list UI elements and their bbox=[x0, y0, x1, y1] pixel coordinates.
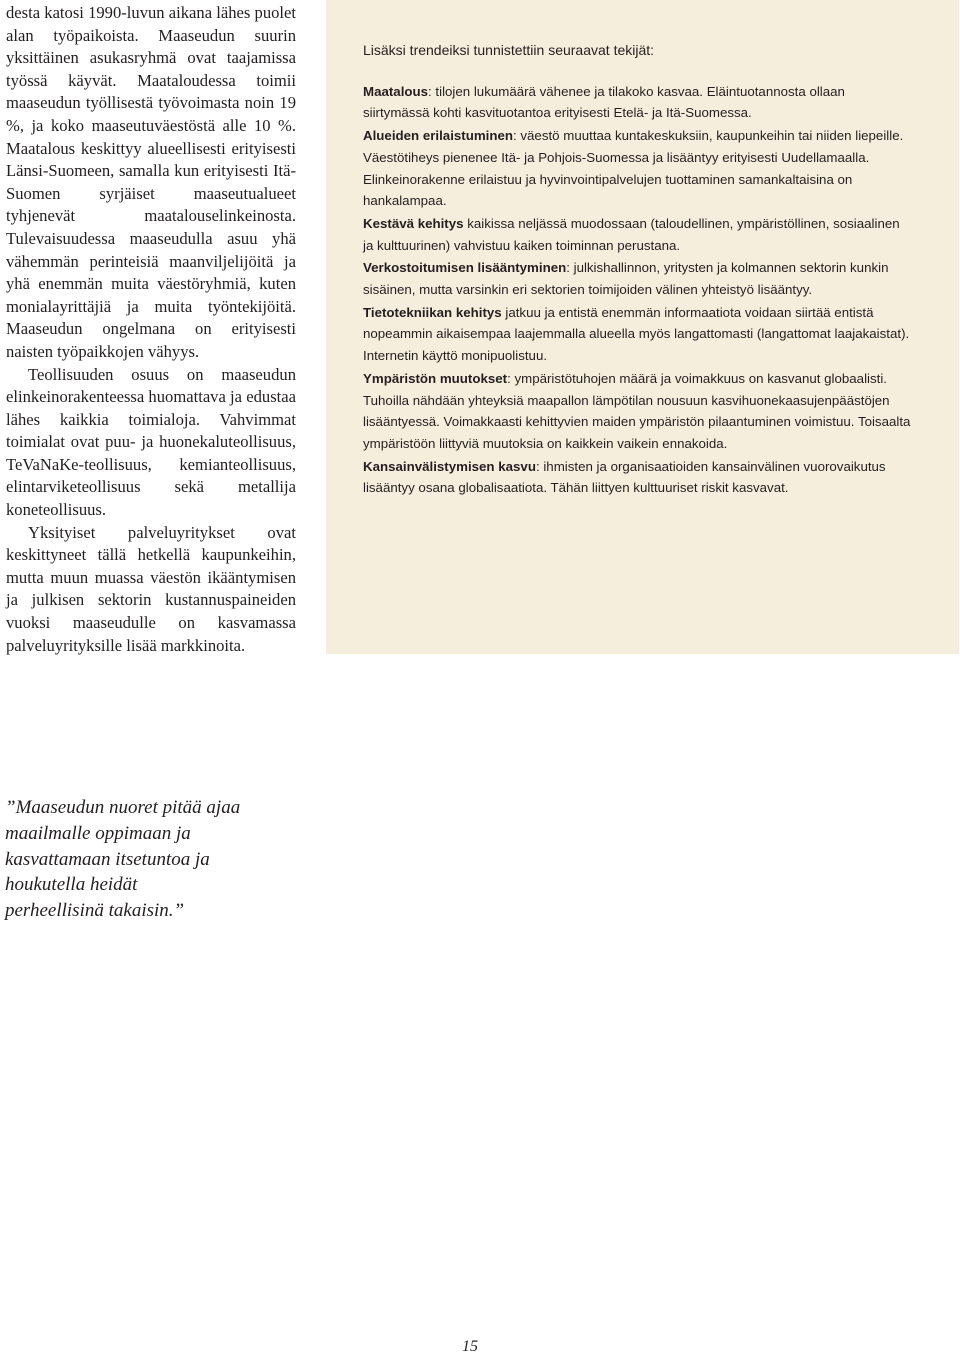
trend-term: Kansainvälistymisen kasvu bbox=[363, 458, 536, 474]
sidebar-intro: Lisäksi trendeiksi tunnistettiin seuraavat tekijät: bbox=[363, 42, 655, 58]
trend-item: Ympäristön muutokset: ympäristötuhojen määrä ja voimakkuus on kasvanut globaalisti. Tuhoilla nähdään yhteyksiä maapallon lämpötilan nousuun kasvihuonekaasujenpäästöjen lisääntyessä. Voimakkaasti kehittyvien maiden ympäristön pilaantuminen voimistuu. Toisaalta ympäristöön liittyviä muutoksia on kaikkein vaikein ennakoida. bbox=[363, 370, 911, 451]
trends-list bbox=[363, 40, 913, 500]
trend-text: väestö muuttaa kuntakeskuksiin, kaupunkeihin tai niiden liepeille. Väestötiheys pienenee Itä- ja Pohjois-Suomessa ja lisääntyy erityisesti Uudellamaalla. Elinkeinorakenne erilaistuu ja hyvinvointipalvelujen tuottaminen samankaltaisina on hankalampaa. bbox=[363, 128, 904, 209]
quote-line: kasvattamaan itsetuntoa ja bbox=[5, 848, 210, 870]
trend-item bbox=[363, 302, 913, 367]
trend-item: Maatalous: tilojen lukumäärä vähenee ja tilakoko kasvaa. Eläintuotannosta ollaan siirtymässä kohti kasvituotantoa erityisesti Etelä- ja Itä-Suomessa. bbox=[363, 83, 845, 121]
quote-line: ”Maaseudun nuoret pitää ajaa bbox=[5, 797, 241, 818]
trend-text: julkishallinnon, yritysten ja kolmannen sektorin kunkin sisäinen, mutta varsinkin eri sektorien toimijoiden välinen yhteistyö lisääntyy. bbox=[363, 260, 889, 298]
trend-term: Ympäristön muutokset bbox=[363, 370, 508, 386]
trends-sidebar-box bbox=[326, 0, 959, 654]
trend-item: Kansainvälistymisen kasvu: ihmisten ja organisaatioiden kansainvälinen vuorovaikutus lisääntyy osana globalisaatiota. Tähän liittyen kulttuuriset riskit kasvavat. bbox=[363, 458, 886, 496]
trend-item: Alueiden erilaistuminen: väestö muuttaa kuntakeskuksiin, kaupunkeihin tai niiden liepeille. Väestötiheys pienenee Itä- ja Pohjois-Suomessa ja lisääntyy erityisesti Uudellamaalla. Elinkeinorakenne erilaistuu ja hyvinvointipalvelujen tuottaminen samankaltaisina on hankalampaa. bbox=[363, 128, 904, 209]
trend-text: kaikissa neljässä muodossaan (taloudellinen, ympäristöllinen, sosiaalinen ja kulttuurinen) vahvistuu kaiken toiminnan perustana. bbox=[363, 215, 900, 253]
body-text-column bbox=[6, 2, 296, 657]
trend-term: Kestävä kehitys bbox=[363, 215, 464, 231]
trend-term: Alueiden erilaistuminen bbox=[363, 128, 513, 144]
quote-line: maailmalle oppimaan ja bbox=[5, 822, 191, 844]
trend-term: Tietotekniikan kehitys bbox=[363, 304, 502, 320]
trend-term: Maatalous bbox=[363, 83, 429, 99]
trend-item: Verkostoitumisen lisääntyminen: julkishallinnon, yritysten ja kolmannen sektorin kunkin sisäinen, mutta varsinkin eri sektorien toimijoiden välinen yhteistyö lisääntyy. bbox=[363, 260, 889, 298]
body-paragraph: Teollisuuden osuus on maaseudun elinkeinorakenteessa huomattava ja edustaa lähes kaikkia toimialoja. Vahvimmat toimialat ovat puu- ja huonekaluteollisuus, TeVaNaKe-teollisuus, kemianteollisuus, elintarviketeollisuus sekä metallija koneteollisuus. bbox=[6, 364, 296, 520]
trend-term: Verkostoitumisen lisääntyminen bbox=[363, 260, 567, 276]
body-paragraph: Yksityiset palveluyritykset ovat keskittyneet tällä hetkellä kaupunkeihin, mutta muun muassa väestön ikääntymisen ja julkisen sektorin kustannuspaineiden vuoksi maaseudulle on kasvamassa palveluyrityksille lisää markkinoita. bbox=[6, 522, 296, 655]
trend-text: ympäristötuhojen määrä ja voimakkuus on kasvanut globaalisti. Tuhoilla nähdään yhteyksiä maapallon lämpötilan nousuun kasvihuonekaasujenpäästöjen lisääntyessä. Voimakkaasti kehittyvien maiden ympäristön pilaantuminen voimistuu. Toisaalta ympäristöön liittyviä muutoksia on kaikkein vaikein ennakoida. bbox=[363, 370, 911, 451]
page-number: 15 bbox=[462, 1338, 478, 1355]
pull-quote bbox=[5, 795, 305, 924]
body-paragraph: desta katosi 1990-luvun aikana lähes puolet alan työpaikoista. Maaseudun suurin yksittäinen asukasryhmä ovat taajamissa työssä käyvät. Maataloudessa toimii maaseudun työllisestä työvoimasta noin 19 %, ja koko maaseutuväestöstä alle 10 %. Maatalous keskittyy alueellisesti erityisesti Länsi-Suomeen, samalla kun erityisesti Itä-Suomen syrjäiset maaseutualueet tyhjenevät maatalouselinkeinosta. Tulevaisuudessa maaseudulla asuu yhä vähemmän perinteisiä maanviljelijöitä ja yhä enemmän muita väestöryhmiä, kuten monialayrittäjiä ja muita työntekijöitä. Maaseudun ongelmana on erityisesti naisten työpaikkojen vähyys. bbox=[6, 3, 296, 361]
trend-text: jatkuu ja entistä enemmän informaatiota voidaan siirtää entistä nopeammin aikaisempaa laajemmalla alueella myös langattomasti (langattomat laajakaistat). Internetin käyttö monipuolistuu. bbox=[363, 304, 910, 364]
trend-text: ihmisten ja organisaatioiden kansainvälinen vuorovaikutus lisääntyy osana globalisaatiota. Tähän liittyen kulttuuriset riskit kasvavat. bbox=[363, 458, 886, 496]
trend-item bbox=[363, 213, 913, 256]
trend-text: tilojen lukumäärä vähenee ja tilakoko kasvaa. Eläintuotannosta ollaan siirtymässä kohti kasvituotantoa erityisesti Etelä- ja Itä-Suomessa. bbox=[363, 83, 845, 121]
quote-line: houkutella heidät bbox=[5, 874, 138, 896]
quote-line: perheellisinä takaisin.” bbox=[5, 900, 185, 922]
